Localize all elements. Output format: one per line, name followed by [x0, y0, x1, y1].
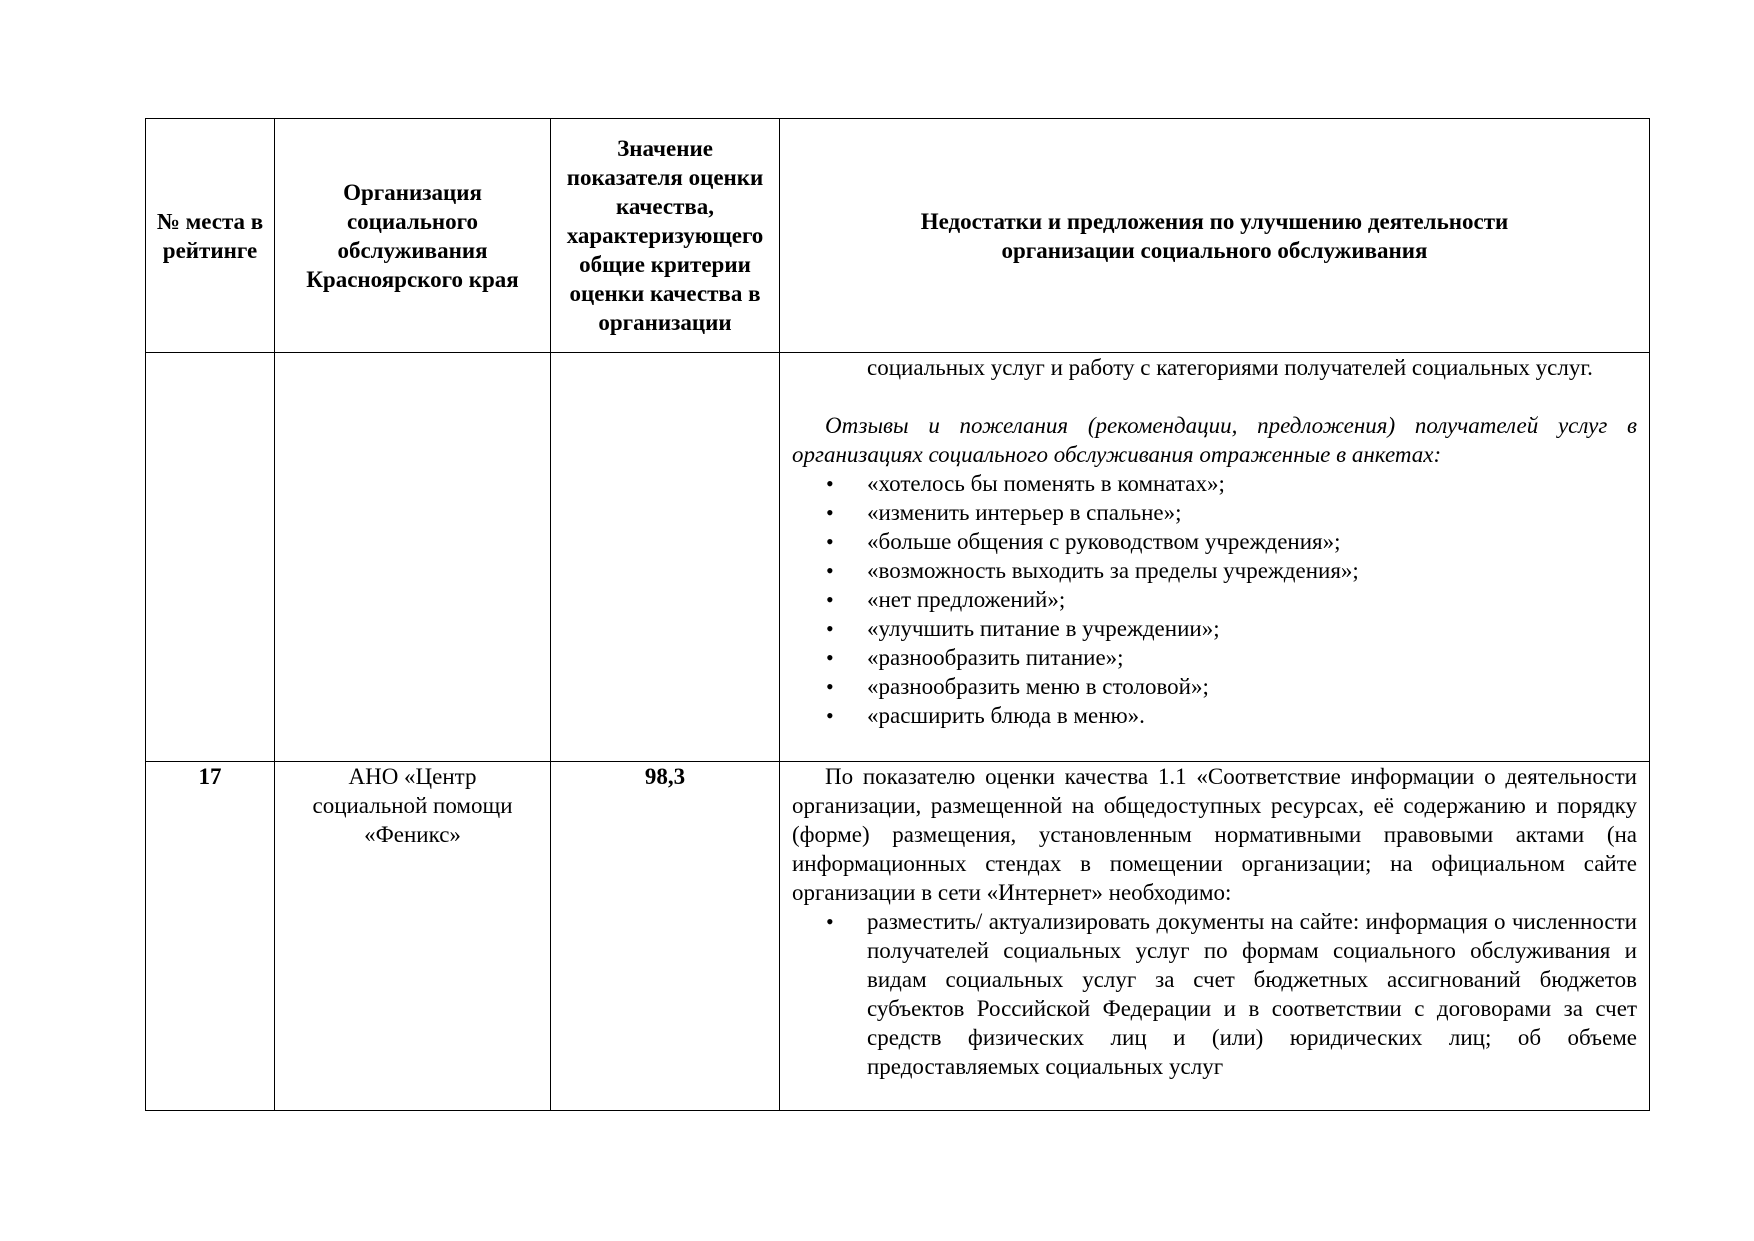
list-item: • «разнообразить питание»; — [792, 643, 1637, 672]
list-item: • «больше общения с руководством учреждения»; — [792, 527, 1637, 556]
list-item: • «расширить блюда в меню». — [792, 701, 1637, 730]
table-header-row — [146, 119, 1650, 353]
list-item: • разместить/ актуализировать документы на сайте: информация о численности получателей социальных услуг по формам социального обслуживания и видам социальных услуг за счет бюджетных ассигнований бюджетов субъектов Российской Федерации и в соответствии с договорами за счет средств физических лиц и (или) юридических лиц; об объеме предоставляемых социальных услуг — [792, 907, 1637, 1081]
list-item: • «разнообразить меню в столовой»; — [792, 672, 1637, 701]
table-row — [146, 762, 1650, 1111]
feedback-list — [792, 469, 1637, 730]
list-item: • «хотелось бы поменять в комнатах»; — [792, 469, 1637, 498]
shortcomings-cell — [780, 762, 1650, 1111]
header-shortcomings: Недостатки и предложения по улучшению деятельности организации социального обслуживания — [780, 119, 1650, 353]
header-score: Значение показателя оценки качества, характеризующего общие критерии оценки качества в организации — [551, 119, 780, 353]
table-row — [146, 353, 1650, 762]
header-rank: № места в рейтинге — [146, 119, 275, 353]
organization-name: АНО «Центр социальной помощи «Феникс» — [312, 764, 513, 847]
rank-cell-empty — [146, 353, 275, 762]
list-item: • «возможность выходить за пределы учреждения»; — [792, 556, 1637, 585]
organization-cell-empty — [275, 353, 551, 762]
recommendation-list — [792, 907, 1637, 1081]
indicator-paragraph: По показателю оценки качества 1.1 «Соответствие информации о деятельности организации, размещенной на общедоступных ресурсах, её содержанию и порядку (форме) размещения, установленным нормативными правовыми актами (на информационных стендах в помещении организации; на официальном сайте организации в сети «Интернет» необходимо: — [792, 764, 1637, 905]
rating-table — [145, 118, 1650, 1111]
list-item: • «изменить интерьер в спальне»; — [792, 498, 1637, 527]
shortcomings-cell — [780, 353, 1650, 762]
rank-cell: 17 — [146, 762, 275, 1111]
organization-cell — [275, 762, 551, 1111]
carryover-text: социальных услуг и работу с категориями получателей социальных услуг. — [867, 355, 1593, 380]
feedback-intro: Отзывы и пожелания (рекомендации, предложения) получателей услуг в организациях социального обслуживания отраженные в анкетах: — [792, 413, 1637, 467]
header-organization: Организация социального обслуживания Красноярского края — [275, 119, 551, 353]
score-cell: 98,3 — [551, 762, 780, 1111]
score-cell-empty — [551, 353, 780, 762]
list-item: • «улучшить питание в учреждении»; — [792, 614, 1637, 643]
list-item: • «нет предложений»; — [792, 585, 1637, 614]
